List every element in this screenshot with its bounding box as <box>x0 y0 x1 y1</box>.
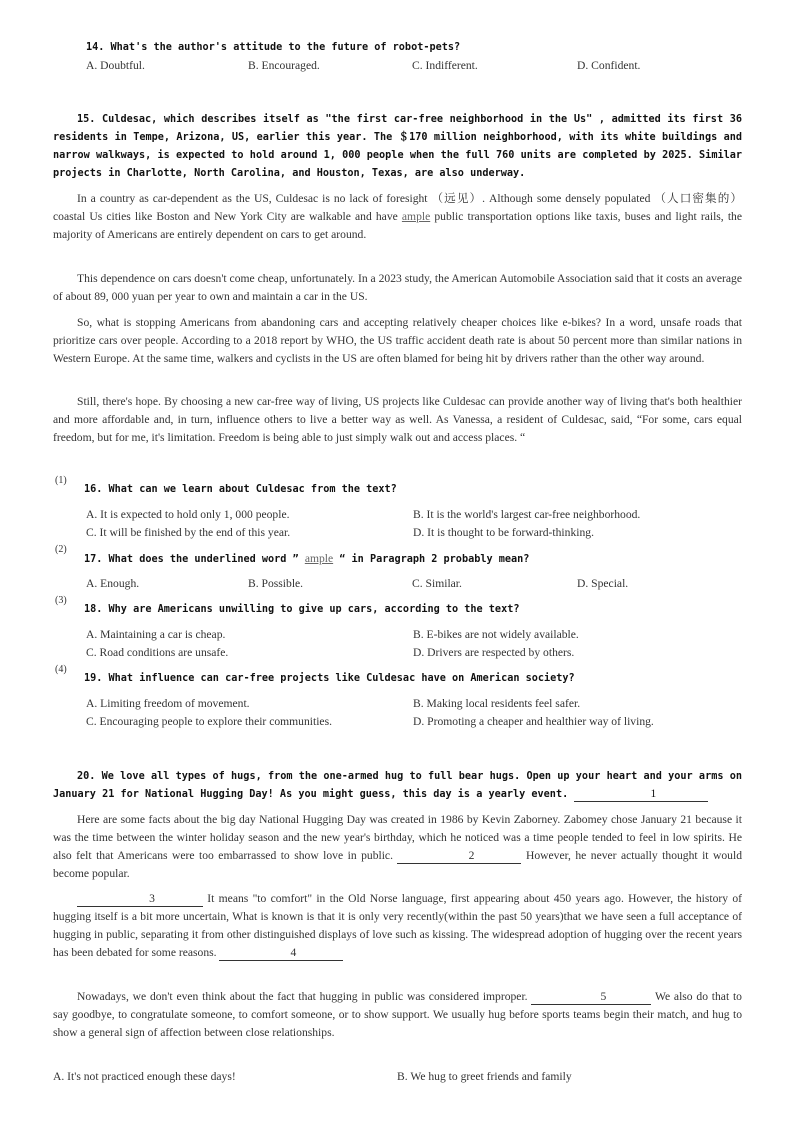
blank-4[interactable]: 4 <box>219 946 343 961</box>
underlined-word-ample: ample <box>401 210 431 223</box>
q16-option-c[interactable]: C. It will be finished by the end of this year. <box>86 526 291 539</box>
blank-5[interactable]: 5 <box>531 990 651 1005</box>
question-marker-1: (1) <box>55 475 67 486</box>
q18-option-c[interactable]: C. Road conditions are unsafe. <box>86 646 229 659</box>
passage-paragraph-2: This dependence on cars doesn't come cheap, unfortunately. In a 2023 study, the American Automobile Association said that it costs an average of about 89, 000 yuan per year to own and maintain a car in the US. <box>53 272 742 303</box>
q20-paragraph-2 <box>53 890 742 962</box>
q20-intro-text: 20. We love all types of hugs, from the one-armed hug to full bear hugs. Open up your heart and your arms on January 21 for National Hugging Day! As you might guess, this day is a yearly event. <box>53 771 742 800</box>
passage-paragraph-4: Still, there's hope. By choosing a new car-free way of living, US projects like Culdesac can provide another way of living that's both healthier and more affordable and, in turn, influence others to live a better way as well. As Vanessa, a resident of Culdesac, said, “For some, cars equal freedom, but for me, it's limitation. Freedom is being able to just simply walk out and access places. “ <box>53 395 742 444</box>
q20-option-b[interactable]: B. We hug to greet friends and family <box>397 1070 572 1083</box>
q18-option-a[interactable]: A. Maintaining a car is cheap. <box>86 628 226 641</box>
question-marker-2: (2) <box>55 544 67 555</box>
q20-option-a[interactable]: A. It's not practiced enough these days! <box>53 1070 236 1083</box>
q20-p1-text-b: However, he never actually thought it would become popular. <box>53 849 742 880</box>
q20-paragraph-3 <box>53 988 742 1042</box>
q20-p2-text-a: It means "to comfort" in the Old Norse language, first appearing about 450 years ago. However, the history of hugging itself is a bit more uncertain, What is known is that it is only very recently(within the past 50 years)that we have seen a full acceptance of hugging in public, separating it from other distinguished displays of love such as kissing. The widespread adoption of hugging over the recent years has been debated for some reasons. <box>53 892 742 959</box>
q17-stem-b: “ in Paragraph 2 probably mean? <box>333 554 530 565</box>
blank-1[interactable]: 1 <box>574 787 708 802</box>
q17-stem <box>84 550 529 569</box>
q17-underlined-word: ample <box>304 552 334 565</box>
q20-p3-text-b: We also do that to say goodbye, to congratulate someone, to comfort someone, or to show support. We usually hug before sports teams begin their match, and hug to show a general sign of affection between close relationships. <box>53 990 742 1039</box>
q16-stem: 16. What can we learn about Culdesac from the text? <box>84 484 397 495</box>
blank-3[interactable]: 3 <box>77 892 203 907</box>
question-marker-4: (4) <box>55 664 67 675</box>
q19-option-b[interactable]: B. Making local residents feel safer. <box>413 697 581 710</box>
q14-option-c[interactable]: C. Indifferent. <box>412 59 478 72</box>
question-marker-3: (3) <box>55 595 67 606</box>
q19-stem: 19. What influence can car-free projects like Culdesac have on American society? <box>84 673 575 684</box>
q18-option-d[interactable]: D. Drivers are respected by others. <box>413 646 575 659</box>
q17-option-a[interactable]: A. Enough. <box>86 577 140 590</box>
q20-paragraph-1 <box>53 811 742 883</box>
q16-option-a[interactable]: A. It is expected to hold only 1, 000 people. <box>86 508 290 521</box>
passage-paragraph-3: So, what is stopping Americans from abandoning cars and accepting relatively cheaper choices like e-bikes? In a word, unsafe roads that prioritize cars over people. According to a 2018 report by WHO, the US traffic accident death rate is about 50 percent more than similar nations in Western Europe. At the same time, walkers and cyclists in the US are often blamed for being hit by drivers rather than the other way around. <box>53 316 742 365</box>
q14-option-b[interactable]: B. Encouraged. <box>248 59 320 72</box>
q20-intro <box>53 768 742 804</box>
q17-option-b[interactable]: B. Possible. <box>248 577 304 590</box>
q17-option-d[interactable]: D. Special. <box>577 577 629 590</box>
q19-option-a[interactable]: A. Limiting freedom of movement. <box>86 697 250 710</box>
passage-paragraph-1 <box>53 190 742 244</box>
q16-option-b[interactable]: B. It is the world's largest car-free neighborhood. <box>413 508 641 521</box>
q15-intro: 15. Culdesac, which describes itself as "the first car-free neighborhood in the Us" , admitted its first 36 residents in Tempe, Arizona, US, earlier this year. The ＄170 million neighborhood, with its white buildings and narrow walkways, is expected to hold around 1, 000 people when the full 760 units are completed by 2025. Similar projects in Charlotte, North Carolina, and Houston, Texas, are also underway. <box>53 114 742 179</box>
q14-stem: 14. What's the author's attitude to the future of robot-pets? <box>86 42 461 53</box>
passage-p1-text-b: public transportation options like taxis, buses and light rails, the majority of Americans are entirely dependent on cars to get around. <box>53 210 742 241</box>
passage-p1-text-a: In a country as car-dependent as the US, Culdesac is no lack of foresight （远见）. Although some densely populated （人口密集的） coastal Us cities like Boston and New York City are walkable and have <box>53 192 742 223</box>
q20-p1-text-a: Here are some facts about the big day National Hugging Day was created in 1986 by Kevin Zaborney. Zabomey chose January 21 because it was the time between the winter holiday season and the new year's birthday, which he noticed was a time people tended to feel in low spirits. He also felt that Americans were too embarrassed to show love in public. <box>53 813 742 862</box>
q16-option-d[interactable]: D. It is thought to be forward-thinking. <box>413 526 594 539</box>
q14-option-a[interactable]: A. Doubtful. <box>86 59 145 72</box>
q19-option-c[interactable]: C. Encouraging people to explore their communities. <box>86 715 332 728</box>
q18-option-b[interactable]: B. E-bikes are not widely available. <box>413 628 579 641</box>
q17-option-c[interactable]: C. Similar. <box>412 577 462 590</box>
q14-option-d[interactable]: D. Confident. <box>577 59 641 72</box>
q17-stem-a: 17. What does the underlined word ” <box>84 554 305 565</box>
q19-option-d[interactable]: D. Promoting a cheaper and healthier way of living. <box>413 715 654 728</box>
blank-2[interactable]: 2 <box>397 849 521 864</box>
q18-stem: 18. Why are Americans unwilling to give up cars, according to the text? <box>84 604 520 615</box>
q20-p3-text-a: Nowadays, we don't even think about the fact that hugging in public was considered improper. <box>77 990 528 1003</box>
